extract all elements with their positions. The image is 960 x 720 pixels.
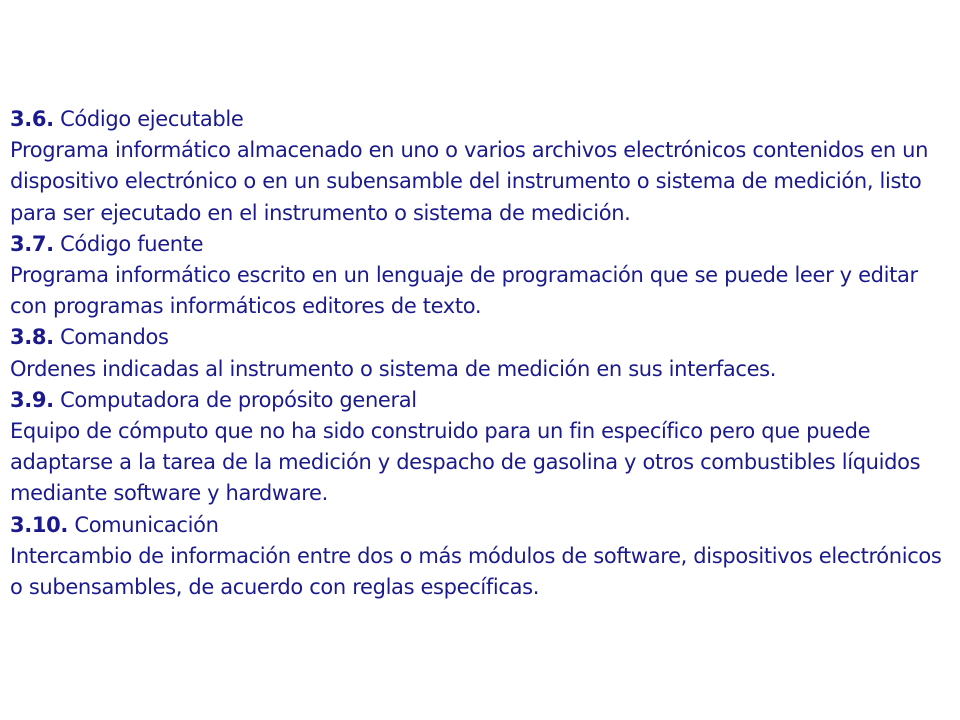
definition-text: Ordenes indicadas al instrumento o sistema de medición en sus interfaces. — [10, 356, 777, 381]
section-number: 3.7. — [10, 231, 54, 256]
section-title: Código ejecutable — [60, 107, 244, 131]
section-number: 3.8. — [10, 325, 54, 350]
definition-term — [10, 385, 950, 416]
definition-section — [10, 510, 950, 604]
definition-section — [10, 229, 950, 323]
section-number: 3.9. — [10, 387, 54, 412]
definition-section — [10, 385, 950, 510]
section-number: 3.6. — [10, 107, 54, 131]
definition-section — [10, 322, 950, 384]
definition-term — [10, 322, 950, 353]
section-title: Computadora de propósito general — [60, 387, 417, 412]
definition-section — [10, 104, 950, 229]
definition-text: Intercambio de información entre dos o más módulos de software, dispositivos electrónicos o subensambles, de acuerdo con reglas específicas. — [10, 543, 942, 600]
definitions-content — [10, 104, 950, 603]
section-title: Comunicación — [74, 512, 219, 537]
definition-text: Programa informático escrito en un lenguaje de programación que se puede leer y editar con programas informáticos editores de texto. — [10, 263, 918, 319]
definition-term — [10, 229, 950, 260]
definition-term — [10, 510, 950, 541]
definition-term — [10, 104, 950, 135]
section-title: Comandos — [60, 325, 169, 350]
section-title: Código fuente — [60, 231, 204, 256]
definition-text: Programa informático almacenado en uno o varios archivos electrónicos contenidos en un dispositivo electrónico o en un subensamble del instrumento o sistema de medición, listo para ser ejecutado en el instrumento o sistema de medición. — [10, 138, 929, 225]
definition-text: Equipo de cómputo que no ha sido construido para un fin específico pero que puede adaptarse a la tarea de la medición y despacho de gasolina y otros combustibles líquidos mediante software y hardware. — [10, 419, 921, 506]
section-number: 3.10. — [10, 512, 69, 537]
